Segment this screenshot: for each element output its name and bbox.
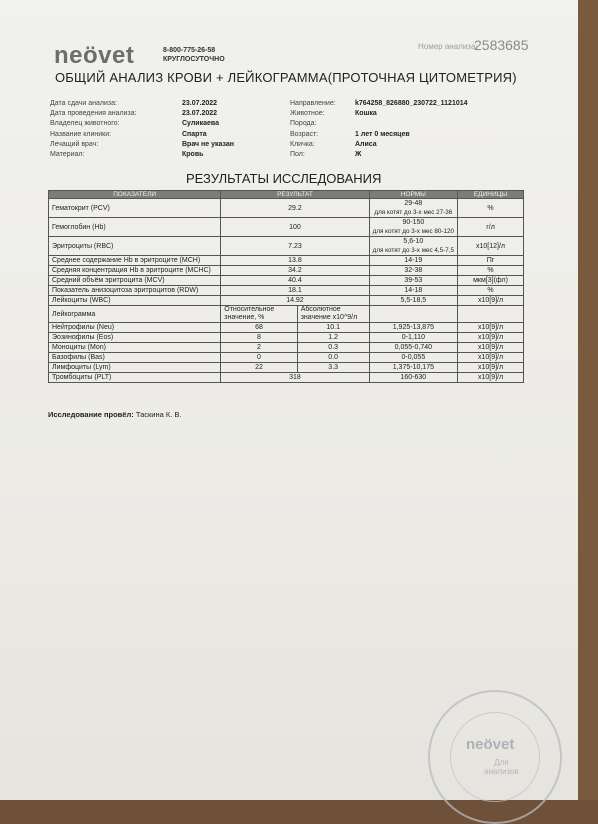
unit-value: г/л	[458, 218, 524, 237]
document-title: ОБЩИЙ АНАЛИЗ КРОВИ + ЛЕЙКОГРАММА(ПРОТОЧНАЯ ЦИТОМЕТРИЯ)	[55, 70, 517, 85]
clinic-stamp	[428, 690, 562, 824]
indicator-name: Средний объём эритроцита (MCV)	[49, 276, 221, 286]
norm-value: 32-38	[369, 266, 457, 276]
absolute-value: 0.0	[297, 353, 369, 363]
result-value: 14.92	[221, 296, 369, 306]
info-label: Название клиники:	[50, 130, 112, 138]
neovet-logo: neövet	[54, 42, 135, 69]
table-row	[49, 286, 524, 296]
result-value: 318	[221, 373, 369, 383]
norm-value: 0-1,110	[369, 333, 457, 343]
absolute-value: 3.3	[297, 363, 369, 373]
header-result: РЕЗУЛЬТАТ	[221, 191, 369, 199]
unit-value: Пг	[458, 256, 524, 266]
info-value: Суликаева	[182, 120, 219, 128]
table-row	[49, 266, 524, 276]
info-value: Спарта	[182, 130, 207, 138]
table-row	[49, 218, 524, 237]
table-edge	[578, 0, 598, 800]
stamp-line-2: анализов	[484, 767, 519, 776]
norm-value: 14-18	[369, 286, 457, 296]
norm-value	[369, 237, 457, 256]
result-value: 29.2	[221, 199, 369, 218]
table-row	[49, 276, 524, 286]
result-value: 40.4	[221, 276, 369, 286]
performer-line	[48, 410, 181, 419]
indicator-name: Моноциты (Mon)	[49, 343, 221, 353]
info-value: 23.07.2022	[182, 100, 218, 107]
absolute-header: Абсолютное значение x10^9/л	[297, 306, 369, 323]
unit-value: мкм[3](фл)	[458, 276, 524, 286]
norm-value: 160-630	[369, 373, 457, 383]
info-label: Владелец животного:	[50, 120, 120, 128]
relative-header: Относительное значение, %	[221, 306, 297, 323]
info-value: Кровь	[182, 151, 204, 158]
indicator-name: Гемоглобин (Hb)	[49, 218, 221, 237]
table-row	[49, 256, 524, 266]
relative-value: 68	[221, 323, 297, 333]
norm-value: 1,925-13,875	[369, 323, 457, 333]
table-row	[49, 199, 524, 218]
unit-value: x10[9]/л	[458, 353, 524, 363]
indicator-name: Нейтрофилы (Neu)	[49, 323, 221, 333]
norm-value: 14-19	[369, 256, 457, 266]
unit-value: x10[9]/л	[458, 323, 524, 333]
stamp-inner-ring	[450, 712, 540, 802]
table-row	[49, 343, 524, 353]
norm-value: 1,375-10,175	[369, 363, 457, 373]
result-value: 34.2	[221, 266, 369, 276]
phone-note: КРУГЛОСУТОЧНО	[163, 56, 225, 63]
norm-adult: 29-48	[404, 200, 423, 207]
table-row	[49, 237, 524, 256]
norm-value: 5,5-18,5	[369, 296, 457, 306]
table-row	[49, 333, 524, 343]
stamp-text	[484, 758, 519, 776]
unit-value: x10[9]/л	[458, 343, 524, 353]
relative-value: 22	[221, 363, 297, 373]
info-label: Дата проведения анализа:	[50, 110, 137, 118]
norm-value: 39-53	[369, 276, 457, 286]
leukogram-label: Лейкограмма	[49, 306, 221, 323]
header-indicators: ПОКАЗАТЕЛИ	[49, 191, 221, 199]
norm-value	[369, 199, 457, 218]
empty-cell	[369, 306, 457, 323]
info-label: Лечащий врач:	[50, 140, 99, 148]
indicator-name: Лейкоциты (WBC)	[49, 296, 221, 306]
result-value: 13.8	[221, 256, 369, 266]
norm-kitten: для котят до 3-х мес 4,5-7,5	[372, 247, 455, 254]
results-header-row	[49, 191, 524, 199]
indicator-name: Гематокрит (PCV)	[49, 199, 221, 218]
absolute-value: 0.3	[297, 343, 369, 353]
info-value: Ж	[355, 151, 362, 158]
norm-adult: 90-150	[402, 219, 425, 226]
info-value: Кошка	[355, 110, 377, 118]
leukogram-header-row	[49, 306, 524, 323]
indicator-name: Лимфоциты (Lym)	[49, 363, 221, 373]
indicator-name: Среднее содержание Hb в эритроците (MCH)	[49, 256, 221, 266]
info-label: Направление:	[290, 100, 336, 107]
performer-label: Исследование провёл:	[48, 410, 134, 419]
absolute-value: 1.2	[297, 333, 369, 343]
unit-value: x10[9]/л	[458, 363, 524, 373]
phone-block	[163, 46, 225, 64]
norm-kitten: для котят до 3-х мес 80-120	[372, 228, 455, 235]
norm-value: 0,055-0,740	[369, 343, 457, 353]
norm-value: 0-0,055	[369, 353, 457, 363]
empty-cell	[458, 306, 524, 323]
info-label: Животное:	[290, 110, 325, 118]
result-value: 18.1	[221, 286, 369, 296]
unit-value: x10[9]/л	[458, 373, 524, 383]
info-label: Пол:	[290, 151, 305, 158]
info-label: Кличка:	[290, 140, 315, 148]
norm-adult: 5,6-10	[403, 238, 424, 245]
unit-value: %	[458, 286, 524, 296]
table-row	[49, 373, 524, 383]
table-row	[49, 363, 524, 373]
stamp-line-1: Для	[494, 758, 509, 767]
info-label: Возраст:	[290, 130, 319, 138]
relative-value: 0	[221, 353, 297, 363]
unit-value: x10[12]/л	[458, 237, 524, 256]
indicator-name: Средняя концентрация Hb в эритроците (MCHC)	[49, 266, 221, 276]
results-table	[48, 190, 524, 383]
indicator-name: Эритроциты (RBC)	[49, 237, 221, 256]
phone-number: 8-800-775-26-58	[163, 47, 216, 54]
info-label: Дата сдачи анализа:	[50, 100, 117, 107]
result-value: 100	[221, 218, 369, 237]
unit-value: x10[9]/л	[458, 333, 524, 343]
result-value: 7.23	[221, 237, 369, 256]
relative-value: 2	[221, 343, 297, 353]
results-title: РЕЗУЛЬТАТЫ ИССЛЕДОВАНИЯ	[186, 171, 382, 186]
stamp-logo: neövet	[466, 736, 515, 753]
performer-name: Таскина К. В.	[135, 410, 182, 419]
info-value: 1 лет 0 месяцев	[355, 130, 410, 138]
info-label: Материал:	[50, 151, 85, 158]
unit-value: x10[9]/л	[458, 296, 524, 306]
table-row	[49, 296, 524, 306]
unit-value: %	[458, 266, 524, 276]
header-norms: НОРМЫ	[369, 191, 457, 199]
unit-value: %	[458, 199, 524, 218]
order-number: 2583685	[474, 37, 529, 53]
info-value: 23.07.2022	[182, 110, 218, 118]
table-row	[49, 323, 524, 333]
info-value: k764258_826880_230722_1121014	[355, 100, 468, 107]
norm-kitten: для котят до 3-х мес 27-36	[374, 209, 453, 216]
relative-value: 8	[221, 333, 297, 343]
order-label: Номер анализа:	[418, 42, 478, 51]
indicator-name: Эозинофилы (Eos)	[49, 333, 221, 343]
info-value: Врач не указан	[182, 140, 235, 148]
info-value: Алиса	[355, 140, 377, 148]
info-label: Порода:	[290, 120, 317, 128]
indicator-name: Тромбоциты (PLT)	[49, 373, 221, 383]
header-units: ЕДИНИЦЫ	[458, 191, 524, 199]
table-row	[49, 353, 524, 363]
norm-value	[369, 218, 457, 237]
indicator-name: Показатель анизоцитоза эритроцитов (RDW)	[49, 286, 221, 296]
indicator-name: Базофилы (Bas)	[49, 353, 221, 363]
absolute-value: 10.1	[297, 323, 369, 333]
